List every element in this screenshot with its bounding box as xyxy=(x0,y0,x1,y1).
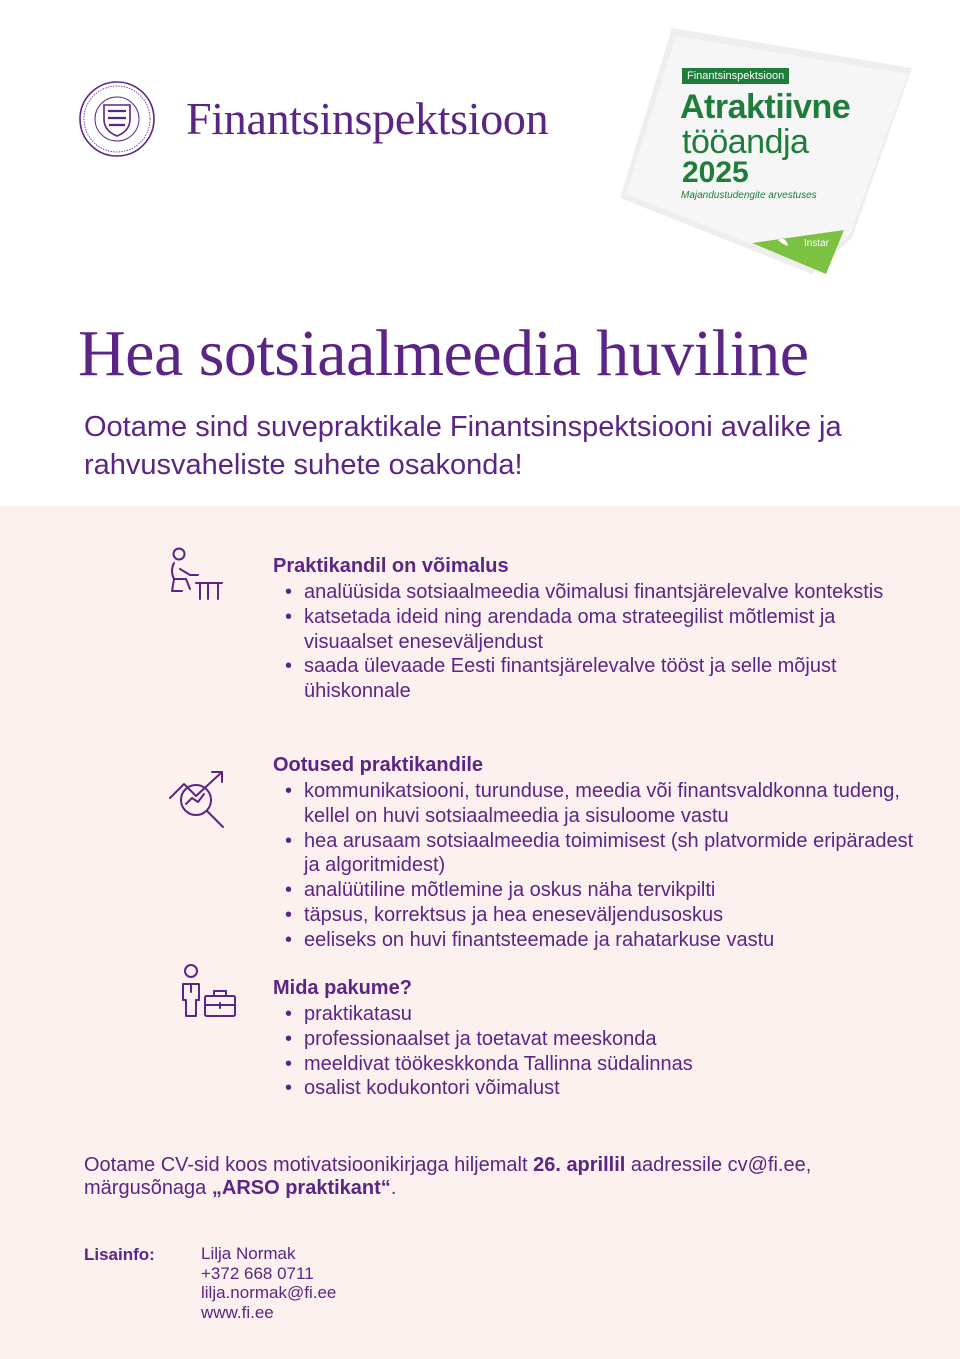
list-item: • analüüsida sotsiaalmeedia võimalusi finantsjärelevalve kontekstis xyxy=(273,580,923,605)
cta-keyword: „ARSO praktikant“ xyxy=(211,1177,391,1199)
contact-block xyxy=(201,1244,336,1322)
bullet-list xyxy=(273,779,923,953)
cta-text: aadressile cv@fi.ee, märgusõnaga xyxy=(84,1154,812,1199)
brand-name: Finantsinspektsioon xyxy=(186,93,549,144)
bullet-list xyxy=(273,1002,923,1101)
bullet-list xyxy=(273,580,923,704)
page-headline: Hea sotsiaalmeedia huviline xyxy=(78,317,809,390)
list-item: • kommunikatsiooni, turunduse, meedia või finantsvaldkonna tudeng, kellel on huvi sotsiaalmeedia ja sisuloome vastu xyxy=(273,779,923,829)
list-item: • eeliseks on huvi finantsteemade ja rahatarkuse vastu xyxy=(273,928,923,953)
employer-award-badge xyxy=(612,28,932,278)
contact-website: www.fi.ee xyxy=(201,1302,274,1322)
cta-text: Ootame CV-sid koos motivatsioonikirjaga hiljemalt xyxy=(84,1154,534,1176)
contact-email: lilja.normak@fi.ee xyxy=(201,1283,337,1302)
badge-overline: Finantsinspektsioon xyxy=(682,68,789,84)
list-item: • osalist kodukontori võimalust xyxy=(273,1076,923,1101)
application-instructions xyxy=(84,1154,864,1200)
list-item: • katsetada ideid ning arendada oma strateegilist mõtlemist ja visuaalset eneseväljendust xyxy=(273,605,923,655)
section-opportunities xyxy=(273,553,923,704)
badge-partner: Instar xyxy=(804,238,830,249)
trend-magnifier-icon xyxy=(166,768,230,830)
badge-line-1: Atraktiivne xyxy=(680,88,851,126)
section-offer xyxy=(273,975,923,1101)
coat-of-arms-seal-icon xyxy=(78,80,156,158)
section-expectations xyxy=(273,752,923,953)
cta-deadline: 26. aprillil xyxy=(533,1154,626,1176)
section-title: Ootused praktikandile xyxy=(273,754,484,776)
page-subheadline: Ootame sind suvepraktikale Finantsinspektsiooni avalike ja rahvusvaheliste suhete osakonda! xyxy=(84,411,842,481)
list-item: • täpsus, korrektsus ja hea eneseväljendusoskus xyxy=(273,903,923,928)
person-at-desk-icon xyxy=(166,545,228,603)
badge-line-2: tööandja xyxy=(682,123,809,161)
list-item: • saada ülevaade Eesti finantsjärelevalve tööst ja selle mõjust ühiskonnale xyxy=(273,654,923,704)
list-item: • hea arusaam sotsiaalmeedia toimimisest (sh platvormide eripäradest ja algoritmidest) xyxy=(273,829,923,879)
cta-text: . xyxy=(390,1177,397,1199)
contact-phone: +372 668 0711 xyxy=(201,1263,314,1283)
contact-label: Lisainfo: xyxy=(84,1245,155,1264)
contact-name: Lilja Normak xyxy=(201,1244,296,1263)
badge-caption: Majandustudengite arvestuses xyxy=(681,190,817,201)
section-title: Praktikandil on võimalus xyxy=(273,555,509,577)
list-item: • praktikatasu xyxy=(273,1002,923,1027)
section-title: Mida pakume? xyxy=(273,977,412,999)
list-item: • meeldivat töökeskkonda Tallinna südalinnas xyxy=(273,1052,923,1077)
list-item: • analüütiline mõtlemine ja oskus näha tervikpilti xyxy=(273,878,923,903)
person-briefcase-icon xyxy=(176,962,240,1022)
list-item: • professionaalset ja toetavat meeskonda xyxy=(273,1027,923,1052)
badge-year: 2025 xyxy=(682,156,749,189)
